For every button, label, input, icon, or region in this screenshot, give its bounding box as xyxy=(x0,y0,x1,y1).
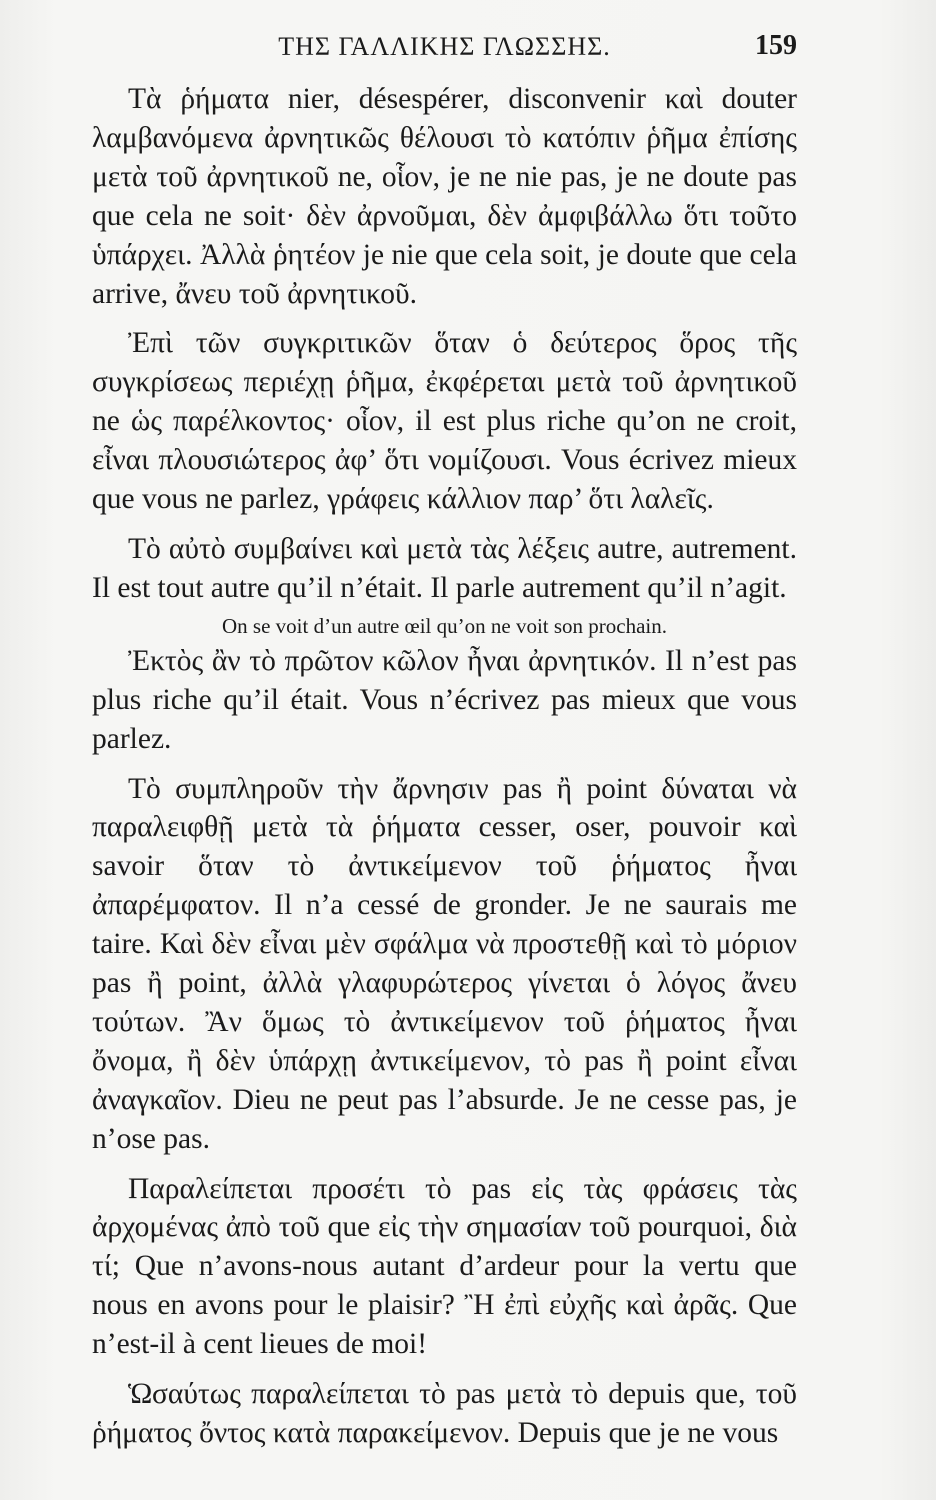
page-header xyxy=(92,28,797,64)
running-title: ΤΗΣ ΓΑΛΛΙΚΗΣ ΓΛΩΣΣΗΣ. xyxy=(278,32,611,61)
paragraph-exception: Ἐκτὸς ἂν τὸ πρῶτον κῶλον ἦναι ἀρνητικόν. Il n’est pas plus riche qu’il était. Vous n’écrivez pas mieux que vous parlez. xyxy=(92,644,797,755)
paragraph-comparatives: Ἐπὶ τῶν συγκριτικῶν ὅταν ὁ δεύτερος ὅρος τῆς συγκρίσεως περιέχῃ ῥῆμα, ἐκφέρεται μετὰ τοῦ ἀρνητικοῦ ne ὡς παρέλκοντος· οἷον, il est plus riche qu’on ne croit, εἶναι πλουσιώτερος ἀφ’ ὅτι νομίζουσι. Vous écrivez mieux que vous ne parlez, γράφεις κάλλιον παρ’ ὅτι λαλεῖς. xyxy=(92,327,797,516)
paragraph-que-pourquoi: Παραλείπεται προσέτι τὸ pas εἰς τὰς φράσεις τὰς ἀρχομένας ἀπὸ τοῦ que εἰς τὴν σημασίαν τοῦ pourquoi, διὰ τί; Que n’avons-nous autant d’ardeur pour la vertu que nous en avons pour le plaisir? Ἢ ἐπὶ εὐχῆς καὶ ἀρᾶς. Que n’est-il à cent lieues de moi! xyxy=(92,1172,797,1361)
paragraph-pas-point: Τὸ συμπληροῦν τὴν ἄρνησιν pas ἢ point δύναται νὰ παραλειφθῇ μετὰ τὰ ῥήματα cesser, oser, pouvoir καὶ savoir ὅταν τὸ ἀντικείμενον τοῦ ῥήματος ἦναι ἀπαρέμφατον. Il n’a cessé de gronder. Je ne saurais me taire. Καὶ δὲν εἶναι μὲν σφάλμα νὰ προστεθῇ καὶ τὸ μόριον pas ἢ point, ἀλλὰ γλαφυρώτερος γίνεται ὁ λόγος ἄνευ τούτων. Ἂν ὅμως τὸ ἀντικείμενον τοῦ ῥήματος ἦναι ὄνομα, ἢ δὲν ὑπάρχῃ ἀντικείμενον, τὸ pas ἢ point εἶναι ἀναγκαῖον. Dieu ne peut pas l’absurde. Je ne cesse pas, je n’ose pas. xyxy=(92,772,797,1155)
body-text xyxy=(92,80,797,1453)
paragraph-autre: Τὸ αὐτὸ συμβαίνει καὶ μετὰ τὰς λέξεις autre, autrement. Il est tout autre qu’il n’était. Il parle autrement qu’il n’agit. xyxy=(92,532,797,604)
paragraph-depuis-que: Ὡσαύτως παραλείπεται τὸ pas μετὰ τὸ depuis que, τοῦ ῥήματος ὄντος κατὰ παρακείμενον. Depuis que je ne vous xyxy=(92,1378,797,1449)
paragraph-negative-verbs: Τὰ ῥήματα nier, désespérer, disconvenir καὶ douter λαμβανόμενα ἀρνητικῶς θέλουσι τὸ κατόπιν ῥῆμα ἐπίσης μετὰ τοῦ ἀρνητικοῦ ne, οἷον, je ne nie pas, je ne doute pas que cela ne soit· δὲν ἀρνοῦμαι, δὲν ἀμφιβάλλω ὅτι τοῦτο ὑπάρχει. Ἀλλὰ ῥητέον je nie que cela soit, je doute que cela arrive, ἄνευ τοῦ ἀρνητικοῦ. xyxy=(92,83,797,310)
page-number: 159 xyxy=(755,30,797,61)
example-quote: On se voit d’un autre œil qu’on ne voit son prochain. xyxy=(222,613,667,638)
